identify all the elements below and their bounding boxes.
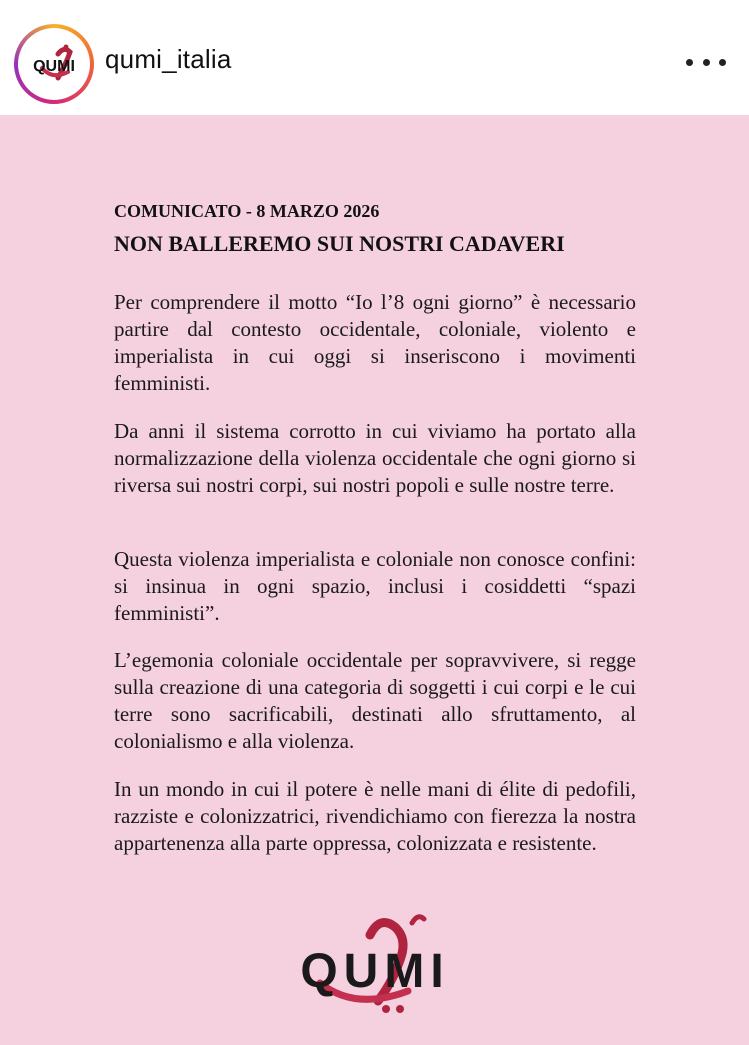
qumi-logo: [300, 905, 450, 1020]
username[interactable]: qumi_italia: [105, 44, 232, 74]
post-paragraph-2: Da anni il sistema corrotto in cui viviamo ha portato alla normalizzazione della violenza occidentale che ogni giorno si riversa sui nostri corpi, sui nostri popoli e sulle nostre terre.: [114, 419, 636, 497]
more-dot: [719, 59, 726, 66]
post-header: [0, 0, 749, 115]
avatar-logo-mark: [24, 34, 84, 94]
avatar-logo-text: QUMI: [33, 58, 75, 75]
post-paragraph-5: In un mondo in cui il potere è nelle mani di élite di pedofili, razziste e colonizzatrici, rivendichiamo con fierezza la nostra appartenenza alla parte oppressa, colonizzata e resistente.: [114, 777, 636, 855]
post-image[interactable]: [0, 115, 749, 1045]
avatar[interactable]: [14, 24, 94, 104]
post-paragraph-4: L’egemonia coloniale occidentale per sopravvivere, si regge sulla creazione di una categoria di soggetti i cui corpi e le cui terre sono sacrificabili, destinati allo sfruttamento, al colonialismo e alla violenza.: [114, 648, 636, 753]
more-options-icon[interactable]: [686, 55, 726, 69]
avatar-logo: [24, 34, 84, 94]
post-paragraph-3: Questa violenza imperialista e coloniale non conosce confini: si insinua in ogni spazio, inclusi i cosiddetti “spazi femministi”.: [114, 547, 636, 625]
qumi-logo-text: QUMI: [300, 945, 450, 998]
more-dot: [703, 59, 710, 66]
more-dot: [686, 59, 693, 66]
post-kicker: COMUNICATO - 8 MARZO 2026: [114, 201, 380, 221]
qumi-logo-mark: [300, 905, 450, 1020]
post-title: NON BALLEREMO SUI NOSTRI CADAVERI: [114, 231, 565, 256]
post-paragraph-1: Per comprendere il motto “Io l’8 ogni giorno” è necessario partire dal contesto occidentale, coloniale, violento e imperialista in cui oggi si inseriscono i movimenti femministi.: [114, 290, 636, 395]
avatar-inner: [18, 28, 90, 100]
